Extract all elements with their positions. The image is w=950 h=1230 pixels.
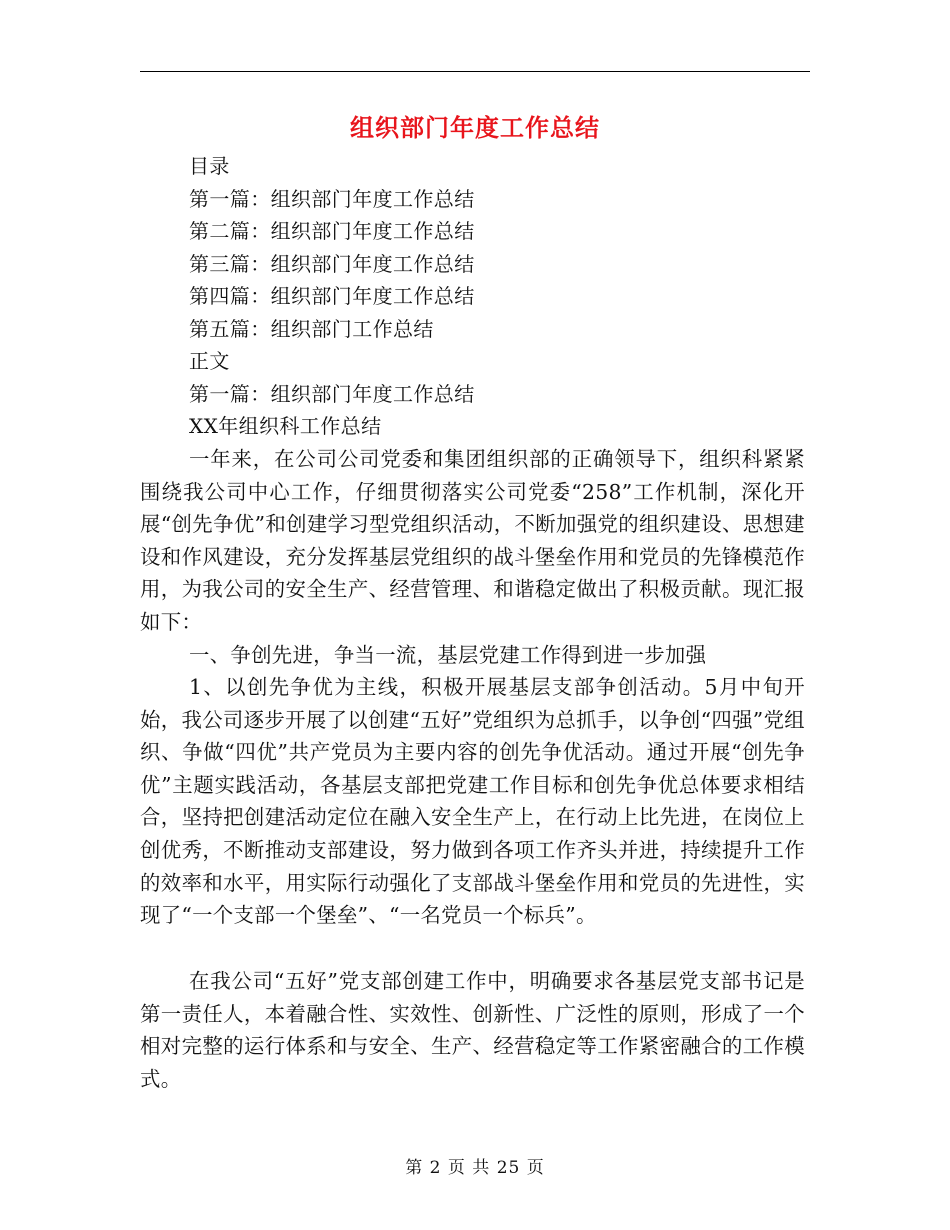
- body-heading: 正文: [189, 349, 230, 373]
- paragraph-intro: 一年来，在公司公司党委和集团组织部的正确领导下，组织科紧紧围绕我公司中心工作，仔细贯彻落实公司党委“258”工作机制，深化开展“创先争优”和创建学习型党组织活动，不断加强党的组织建设、思想建设和作风建设，充分发挥基层党组织的战斗堡垒作用和党员的先锋模范作用，为我公司的安全生产、经营管理、和谐稳定做出了积极贡献。现汇报如下：: [140, 447, 805, 634]
- toc-item-3: 第三篇：组织部门年度工作总结: [189, 252, 475, 276]
- header-rule: [140, 71, 810, 72]
- toc-item-5: 第五篇：组织部门工作总结: [189, 317, 434, 341]
- paragraph-point-1: 1、以创先争优为主线，积极开展基层支部争创活动。5月中旬开始，我公司逐步开展了以创建“五好”党组织为总抓手，以争创“四强”党组织、争做“四优”共产党员为主要内容的创先争优活动。通过开展“创先争优”主题实践活动，各基层支部把党建工作目标和创先争优总体要求相结合，坚持把创建活动定位在融入安全生产上，在行动上比先进，在岗位上创优秀，不断推动支部建设，努力做到各项工作齐头并进，持续提升工作的效率和水平，用实际行动强化了支部战斗堡垒作用和党员的先进性，实现了“一个支部一个堡垒”、“一名党员一个标兵”。: [140, 675, 805, 928]
- toc-heading: 目录: [189, 154, 230, 178]
- document-subtitle: XX年组织科工作总结: [189, 414, 382, 438]
- paragraph-five-good: 在我公司“五好”党支部创建工作中，明确要求各基层党支部书记是第一责任人，本着融合性、实效性、创新性、广泛性的原则，形成了一个相对完整的运行体系和与安全、生产、经营稳定等工作紧密融合的工作模式。: [140, 969, 805, 1091]
- chapter-title: 第一篇：组织部门年度工作总结: [189, 382, 475, 406]
- document-title: 组织部门年度工作总结: [350, 114, 600, 142]
- toc-item-2: 第二篇：组织部门年度工作总结: [189, 219, 475, 243]
- toc-item-4: 第四篇：组织部门年度工作总结: [189, 284, 475, 308]
- toc-item-1: 第一篇：组织部门年度工作总结: [189, 187, 475, 211]
- section-heading: 一、争创先进，争当一流，基层党建工作得到进一步加强: [189, 643, 707, 667]
- page-number: 第 2 页 共 25 页: [405, 1158, 545, 1178]
